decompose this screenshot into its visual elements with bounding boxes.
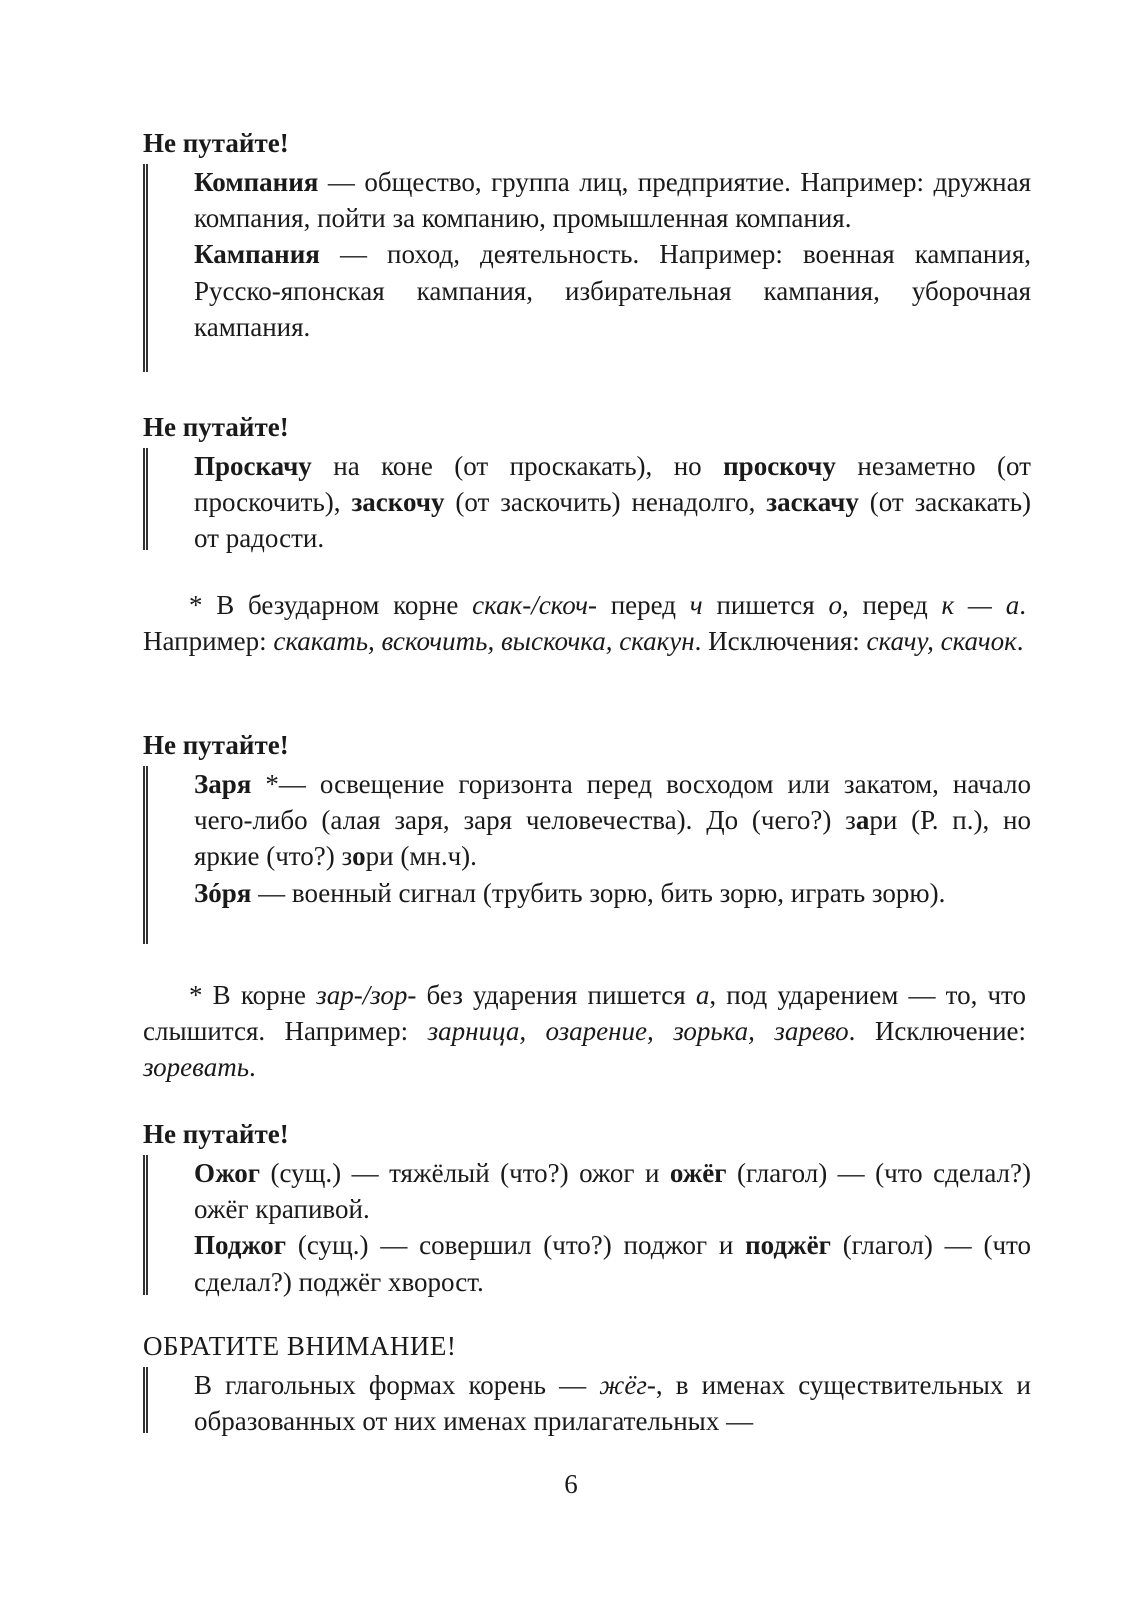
- definition-paragraph: В глагольных формах корень — жёг-, в именах существительных и образованных от них именах прилагательных —: [194, 1370, 1031, 1437]
- page-number: 6: [564, 1469, 578, 1499]
- term: Компания: [194, 167, 319, 197]
- definition-paragraph: Кампания — поход, деятельность. Например: военная кампания, Русско-японская кампания, избирательная кампания, уборочная кампания.: [194, 239, 1031, 342]
- rule-box-proskachu: [143, 448, 1032, 554]
- definition-paragraph: Заря *— освещение горизонта перед восходом или закатом, начало чего-либо (алая заря, заря человечества). До (чего?) зари (Р. п.), но яркие (что?) зори (мн.ч).: [194, 769, 1031, 872]
- definition-paragraph: Проскачу на коне (от проскакать), но проскочу незаметно (от проскочить), заскочу (от заскочить) ненадолго, заскачу (от заскакать) от радости.: [194, 451, 1032, 554]
- definition-paragraph: Зóря — военный сигнал (трубить зорю, бить зорю, играть зорю).: [194, 877, 946, 908]
- term: поджёг: [745, 1230, 831, 1261]
- term: ожёг: [669, 1158, 727, 1188]
- term: Заря: [194, 769, 252, 799]
- term: Проскачу: [194, 451, 312, 481]
- term: Зóря: [194, 877, 252, 908]
- term: Ожог: [194, 1158, 260, 1188]
- term: заскачу: [766, 487, 859, 518]
- section-heading: Не путайте!: [143, 1119, 289, 1149]
- rule-box-zheg: [143, 1367, 1031, 1437]
- term: заскочу: [351, 487, 445, 518]
- section-heading: Не путайте!: [143, 412, 289, 442]
- footnote-skak-skoch: [143, 587, 1026, 659]
- footnote-zar-zor: [143, 977, 1026, 1086]
- term: Кампания: [194, 239, 320, 270]
- section-heading: Не путайте!: [143, 128, 289, 158]
- rule-box-ozhog: [143, 1155, 1031, 1295]
- term: Поджог: [194, 1230, 287, 1261]
- definition-paragraph: Компания — общество, группа лиц, предприятие. Например: дружная компания, пойти за компанию, промышленная компания.: [194, 167, 1031, 234]
- definition-paragraph: Ожог (сущ.) — тяжёлый (что?) ожог и ожёг (глагол) — (что сделал?) ожёг крапивой.: [194, 1158, 1031, 1225]
- term: проскочу: [723, 451, 836, 481]
- rule-box-kompaniya: [143, 164, 1031, 372]
- note-paragraph: * В безударном корне скак-/скоч- перед ч пишется о, перед к — а. Например: скакать, вскочить, выскочка, скакун. Исключения: скачу, скачок.: [143, 590, 1026, 657]
- section-heading: Не путайте!: [143, 730, 289, 760]
- rule-box-zarya: [143, 766, 1031, 944]
- definition-paragraph: Поджог (сущ.) — совершил (что?) поджог и поджёг (глагол) — (что сделал?) поджёг хворост.: [194, 1230, 1031, 1297]
- section-heading: ОБРАТИТЕ ВНИМАНИЕ!: [143, 1331, 457, 1361]
- note-paragraph: * В корне зар-/зор- без ударения пишется а, под ударением — то, что слышится. Например: зарница, озарение, зорька, зарево. Исключение: зоревать.: [143, 980, 1027, 1083]
